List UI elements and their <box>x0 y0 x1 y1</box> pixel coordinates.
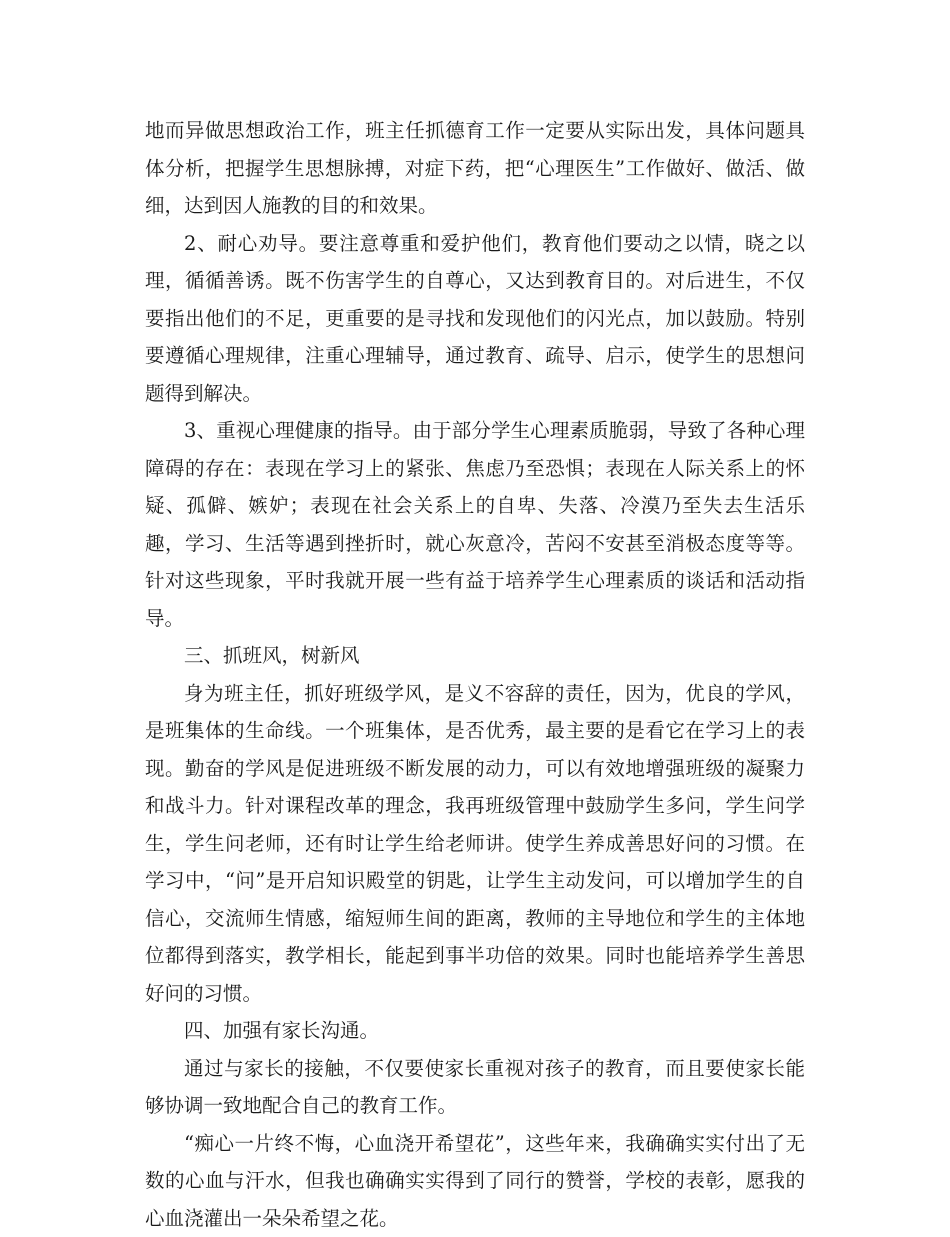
paragraph-continuation: 地而异做思想政治工作，班主任抓德育工作一定要从实际出发，具体问题具体分析，把握学生思想脉搏，对症下药，把“心理医生”工作做好、做活、做细，达到因人施教的目的和效果。 <box>145 112 805 225</box>
paragraph-parent-contact: 通过与家长的接触，不仅要使家长重视对孩子的教育，而且要使家长能够协调一致地配合自己的教育工作。 <box>145 1050 805 1125</box>
paragraph-conclusion: “痴心一片终不悔，心血浇开希望花”，这些年来，我确确实实付出了无数的心血与汗水，但我也确确实实得到了同行的赞誉，学校的表彰，愿我的心血浇灌出一朵朵希望之花。 <box>145 1125 805 1237</box>
section-heading-class-style: 三、抓班风，树新风 <box>145 637 805 675</box>
paragraph-patient-persuasion: 2、耐心劝导。要注意尊重和爱护他们，教育他们要动之以情，晓之以理，循循善诱。既不伤害学生的自尊心，又达到教育目的。对后进生，不仅要指出他们的不足，更重要的是寻找和发现他们的闪光点，加以鼓励。特别要遵循心理规律，注重心理辅导，通过教育、疏导、启示，使学生的思想问题得到解决。 <box>145 225 805 413</box>
document-body <box>145 112 805 1237</box>
section-heading-parent-communication: 四、加强有家长沟通。 <box>145 1012 805 1050</box>
paragraph-class-study-style: 身为班主任，抓好班级学风，是义不容辞的责任，因为，优良的学风，是班集体的生命线。一个班集体，是否优秀，最主要的是看它在学习上的表现。勤奋的学风是促进班级不断发展的动力，可以有效地增强班级的凝聚力和战斗力。针对课程改革的理念，我再班级管理中鼓励学生多问，学生问学生，学生问老师，还有时让学生给老师讲。使学生养成善思好问的习惯。在学习中，“问”是开启知识殿堂的钥匙，让学生主动发问，可以增加学生的自信心，交流师生情感，缩短师生间的距离，教师的主导地位和学生的主体地位都得到落实，教学相长，能起到事半功倍的效果。同时也能培养学生善思好问的习惯。 <box>145 675 805 1013</box>
paragraph-mental-health-guidance: 3、重视心理健康的指导。由于部分学生心理素质脆弱，导致了各种心理障碍的存在：表现在学习上的紧张、焦虑乃至恐惧；表现在人际关系上的怀疑、孤僻、嫉妒；表现在社会关系上的自卑、失落、冷漠乃至失去生活乐趣，学习、生活等遇到挫折时，就心灰意冷，苦闷不安甚至消极态度等等。针对这些现象，平时我就开展一些有益于培养学生心理素质的谈话和活动指导。 <box>145 412 805 637</box>
